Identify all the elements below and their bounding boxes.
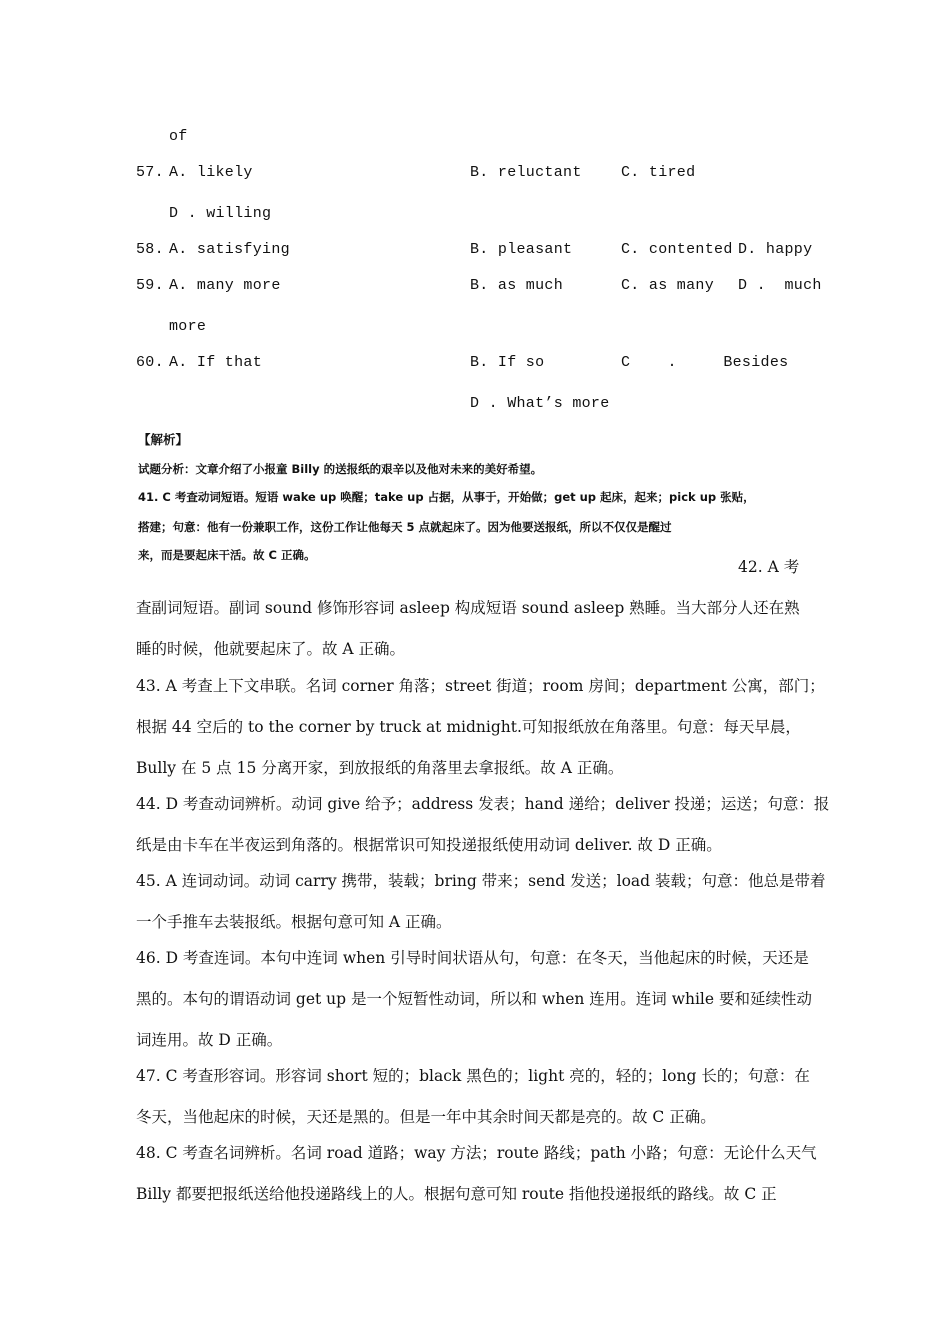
q58-option-a: A. satisfying <box>169 241 290 258</box>
q57-option-a: A. likely <box>169 164 253 181</box>
q58-option-c: C. contented <box>621 241 733 258</box>
answer-45-line2: 一个手推车去装报纸。根据句意可知 A 正确。 <box>136 913 452 931</box>
answer-41-line3: 来，而是要起床干活。故 C 正确。 <box>138 548 316 562</box>
answer-47-line2: 冬天，当他起床的时候，天还是黑的。但是一年中其余时间天都是亮的。故 C 正确。 <box>136 1108 716 1126</box>
q57-option-b: B. reluctant <box>470 164 582 181</box>
q57-option-d: D . willing <box>169 205 272 222</box>
answer-42-line1: 查副词短语。副词 sound 修饰形容词 asleep 构成短语 sound asleep 熟睡。当大部分人还在熟 <box>136 599 800 617</box>
answer-47-line1: 47. C 考查形容词。形容词 short 短的；black 黑色的；light 亮的，轻的；long 长的；句意：在 <box>136 1067 810 1085</box>
q60-option-b: B. If so <box>470 354 545 371</box>
answer-44-line1: 44. D 考查动词辨析。动词 give 给予；address 发表；hand 递给；deliver 投递；运送；句意：报 <box>136 795 830 813</box>
answer-41-line1: 41. C 考查动词短语。短语 wake up 唤醒；take up 占据，从事于，开始做；get up 起床，起来；pick up 张贴， <box>138 490 755 504</box>
q57-option-c: C. tired <box>621 164 696 181</box>
answer-44-line2: 纸是由卡车在半夜运到角落的。根据常识可知投递报纸使用动词 deliver. 故 D 正确。 <box>136 836 722 854</box>
q59-option-d-cont: more <box>169 318 207 335</box>
q59-number: 59. <box>136 277 164 294</box>
q59-option-b: B. as much <box>470 277 564 294</box>
q58-option-d: D. happy <box>738 241 813 258</box>
answer-46-line1: 46. D 考查连词。本句中连词 when 引导时间状语从句，句意：在冬天，当他起床的时候，天还是 <box>136 949 809 967</box>
analysis-header: 【解析】 <box>138 432 189 447</box>
answer-43-line1: 43. A 考查上下文串联。名词 corner 角落；street 街道；room 房间；department 公寓，部门； <box>136 677 825 695</box>
q59-option-d: D . much <box>738 277 822 294</box>
answer-48-line2: Billy 都要把报纸送给他投递路线上的人。根据句意可知 route 指他投递报纸的路线。故 C 正 <box>136 1185 777 1203</box>
q60-option-c: C . Besides <box>621 354 789 371</box>
answer-46-line3: 词连用。故 D 正确。 <box>136 1031 283 1049</box>
q60-option-a: A. If that <box>169 354 263 371</box>
answer-42-head: 42. A 考 <box>738 558 800 576</box>
q57-number: 57. <box>136 164 164 181</box>
q58-option-b: B. pleasant <box>470 241 573 258</box>
answer-46-line2: 黑的。本句的谓语动词 get up 是一个短暂性动词，所以和 when 连用。连词 while 要和延续性动 <box>136 990 812 1008</box>
answer-43-line2: 根据 44 空后的 to the corner by truck at midnight.可知报纸放在角落里。句意：每天早晨， <box>136 718 801 736</box>
q56-tail: of <box>169 128 188 145</box>
analysis-summary: 试题分析：文章介绍了小报童 Billy 的送报纸的艰辛以及他对未来的美好希望。 <box>138 462 543 476</box>
q58-number: 58. <box>136 241 164 258</box>
q60-option-d: D . What’s more <box>470 395 610 412</box>
q59-option-c: C. as many <box>621 277 715 294</box>
answer-43-line3: Bully 在 5 点 15 分离开家，到放报纸的角落里去拿报纸。故 A 正确。 <box>136 759 624 777</box>
answer-45-line1: 45. A 连词动词。动词 carry 携带，装载；bring 带来；send 发送；load 装载；句意：他总是带着 <box>136 872 826 890</box>
answer-42-line2: 睡的时候，他就要起床了。故 A 正确。 <box>136 640 406 658</box>
answer-48-line1: 48. C 考查名词辨析。名词 road 道路；way 方法；route 路线；path 小路；句意：无论什么天气 <box>136 1144 817 1162</box>
answer-41-line2: 搭建；句意：他有一份兼职工作，这份工作让他每天 5 点就起床了。因为他要送报纸，所以不仅仅是醒过 <box>138 520 672 534</box>
q60-number: 60. <box>136 354 164 371</box>
q59-option-a: A. many more <box>169 277 281 294</box>
